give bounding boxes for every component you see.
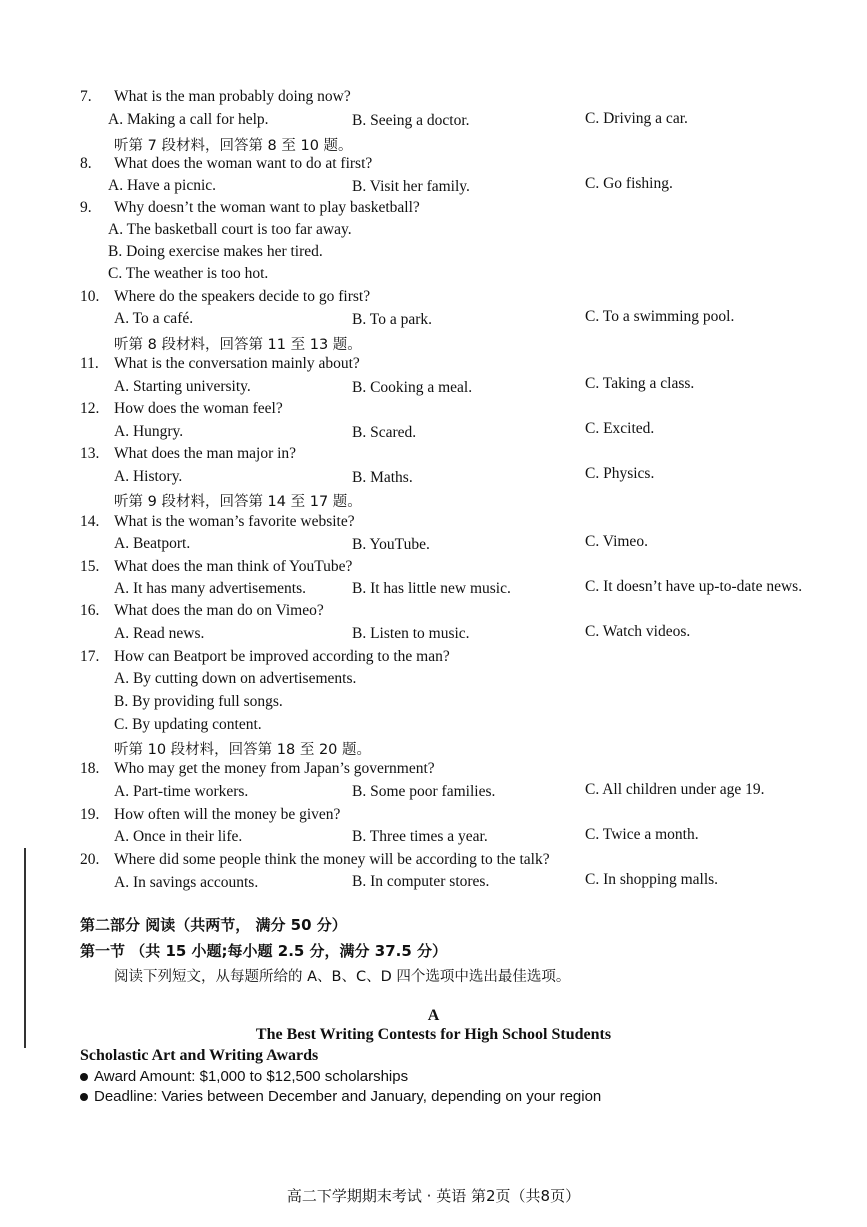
option-8a: A. Have a picnic. [108, 177, 217, 194]
question-8: 8. What does the woman want to do at first? [80, 155, 373, 172]
option-8b: B. Visit her family. [352, 178, 470, 195]
option-12c: C. Excited. [585, 420, 655, 437]
passage-subtitle: Scholastic Art and Writing Awards [80, 1047, 319, 1064]
question-12: 12. How does the woman feel? [80, 400, 283, 417]
reading-directions: 阅读下列短文，从每题所给的 A、B、C、D 四个选项中选出最佳选项。 [114, 969, 571, 985]
option-18c: C. All children under age 19. [585, 781, 765, 798]
question-16: 16. What does the man do on Vimeo? [80, 602, 324, 619]
option-14c: C. Vimeo. [585, 533, 648, 550]
option-15c: C. It doesn’t have up-to-date news. [585, 578, 803, 595]
option-16a: A. Read news. [114, 625, 205, 642]
option-17c: C. By updating content. [114, 716, 262, 733]
instruction-material-10: 听第 10 段材料，回答第 18 至 20 题。 [114, 742, 372, 758]
option-15b: B. It has little new music. [352, 580, 511, 597]
question-15: 15. What does the man think of YouTube? [80, 558, 353, 575]
option-18b: B. Some poor families. [352, 783, 496, 800]
question-20: 20. Where did some people think the money will be according to the talk? [80, 851, 550, 868]
question-13: 13. What does the man major in? [80, 445, 297, 462]
option-16c: C. Watch videos. [585, 623, 691, 640]
bullet-dot-icon [80, 1073, 88, 1081]
passage-letter: A [427, 1007, 440, 1024]
option-13a: A. History. [114, 468, 183, 485]
question-10: 10. Where do the speakers decide to go first? [80, 288, 371, 305]
page-footer: 高二下学期期末考试 · 英语 第2页（共8页） [286, 1187, 581, 1205]
bullet-award-amount: Award Amount: $1,000 to $12,500 scholarships [80, 1068, 408, 1085]
instruction-material-9: 听第 9 段材料，回答第 14 至 17 题。 [114, 494, 362, 510]
option-11c: C. Taking a class. [585, 375, 695, 392]
question-18: 18. Who may get the money from Japan’s government? [80, 760, 435, 777]
option-12b: B. Scared. [352, 424, 417, 441]
option-10c: C. To a swimming pool. [585, 308, 735, 325]
option-20c: C. In shopping malls. [585, 871, 719, 888]
option-18a: A. Part-time workers. [114, 783, 249, 800]
question-9: 9. Why doesn’t the woman want to play basketball? [80, 199, 420, 216]
bullet-dot-icon [80, 1093, 88, 1101]
option-13b: B. Maths. [352, 469, 413, 486]
question-14: 14. What is the woman’s favorite website? [80, 513, 355, 530]
option-11b: B. Cooking a meal. [352, 379, 473, 396]
option-11a: A. Starting university. [114, 378, 251, 395]
option-16b: B. Listen to music. [352, 625, 470, 642]
option-15a: A. It has many advertisements. [114, 580, 306, 597]
option-7c: C. Driving a car. [585, 110, 688, 127]
section1-heading: 第一节 （共 15 小题;每小题 2.5 分，满分 37.5 分） [80, 942, 448, 960]
option-19b: B. Three times a year. [352, 828, 488, 845]
instruction-material-8: 听第 8 段材料，回答第 11 至 13 题。 [114, 337, 362, 353]
option-7a: A. Making a call for help. [108, 111, 269, 128]
option-8c: C. Go fishing. [585, 175, 673, 192]
option-19a: A. Once in their life. [114, 828, 243, 845]
instruction-material-7: 听第 7 段材料，回答第 8 至 10 题。 [114, 138, 353, 154]
option-20b: B. In computer stores. [352, 873, 490, 890]
passage-title: The Best Writing Contests for High School Students [255, 1026, 612, 1043]
question-19: 19. How often will the money be given? [80, 806, 341, 823]
option-14a: A. Beatport. [114, 535, 191, 552]
option-9a: A. The basketball court is too far away. [108, 221, 352, 238]
option-17b: B. By providing full songs. [114, 693, 283, 710]
option-14b: B. YouTube. [352, 536, 430, 553]
bullet-deadline: Deadline: Varies between December and January, depending on your region [80, 1088, 601, 1105]
option-12a: A. Hungry. [114, 423, 184, 440]
option-13c: C. Physics. [585, 465, 655, 482]
option-10b: B. To a park. [352, 311, 432, 328]
option-20a: A. In savings accounts. [114, 874, 259, 891]
option-19c: C. Twice a month. [585, 826, 699, 843]
option-7b: B. Seeing a doctor. [352, 112, 470, 129]
option-10a: A. To a café. [114, 310, 194, 327]
part2-heading: 第二部分 阅读（共两节， 满分 50 分） [80, 916, 347, 934]
question-11: 11. What is the conversation mainly about? [80, 355, 360, 372]
question-7: 7. What is the man probably doing now? [80, 88, 351, 105]
option-9c: C. The weather is too hot. [108, 265, 269, 282]
option-9b: B. Doing exercise makes her tired. [108, 243, 323, 260]
question-17: 17. How can Beatport be improved according to the man? [80, 648, 450, 665]
option-17a: A. By cutting down on advertisements. [114, 670, 357, 687]
